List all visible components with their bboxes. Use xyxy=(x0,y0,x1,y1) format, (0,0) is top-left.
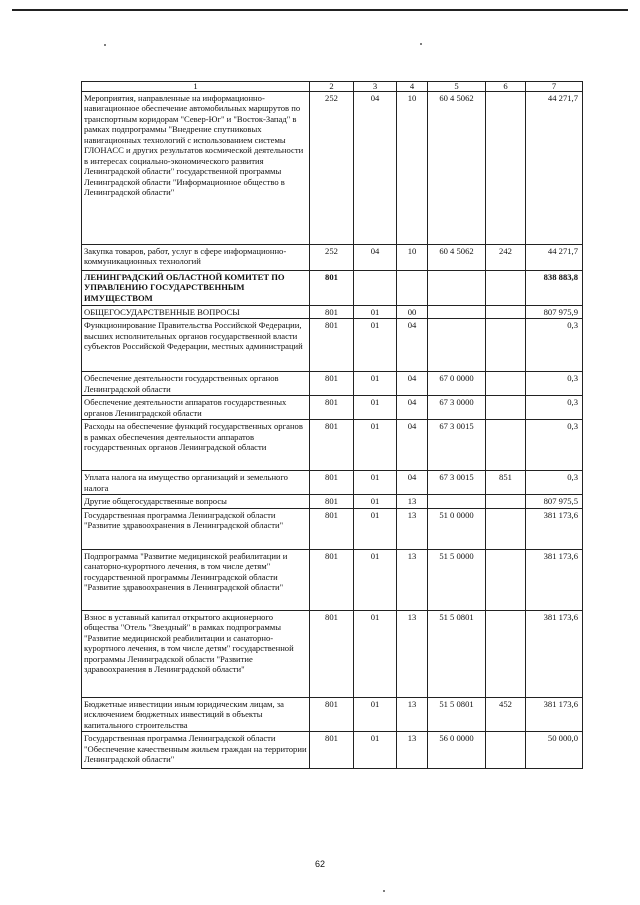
cell-expense-type: 452 xyxy=(486,697,526,731)
cell-expense-type xyxy=(486,372,526,396)
cell-section-code: 01 xyxy=(354,420,397,471)
cell-subsection-code: 10 xyxy=(397,92,428,245)
table-row xyxy=(82,549,583,610)
row-name: Уплата налога на имущество организаций и земельного налога xyxy=(82,471,310,495)
cell-subsection-code: 04 xyxy=(397,319,428,372)
table-row xyxy=(82,396,583,420)
cell-amount: 0,3 xyxy=(526,420,583,471)
cell-target-code: 51 0 0000 xyxy=(428,508,486,549)
table-row xyxy=(82,372,583,396)
cell-ministry-code: 801 xyxy=(310,697,354,731)
header-row xyxy=(82,82,583,92)
cell-expense-type xyxy=(486,319,526,372)
cell-amount: 44 271,7 xyxy=(526,92,583,245)
row-name: Взнос в уставный капитал открытого акционерного общества "Отель "Звездный" в рамках подпрограммы "Развитие медицинской реабилитации и санаторно-курортного лечения, в том числе детям" государственной программы Ленинградской области "Развитие здравоохранения в Ленинградской области" xyxy=(82,610,310,697)
cell-ministry-code: 801 xyxy=(310,732,354,769)
row-name: Бюджетные инвестиции иным юридическим лицам, за исключением бюджетных инвестиций в объекты капитального строительства xyxy=(82,697,310,731)
table-row xyxy=(82,610,583,697)
cell-expense-type xyxy=(486,610,526,697)
column-header: 3 xyxy=(354,82,397,92)
scan-speck xyxy=(420,43,422,45)
cell-expense-type xyxy=(486,508,526,549)
cell-amount: 44 271,7 xyxy=(526,245,583,271)
cell-subsection-code: 13 xyxy=(397,495,428,508)
cell-expense-type xyxy=(486,396,526,420)
cell-subsection-code: 13 xyxy=(397,508,428,549)
cell-expense-type xyxy=(486,732,526,769)
cell-section-code: 01 xyxy=(354,508,397,549)
top-rule xyxy=(12,9,628,11)
cell-target-code: 67 3 0000 xyxy=(428,396,486,420)
cell-section-code: 01 xyxy=(354,372,397,396)
row-name: Расходы на обеспечение функций государственных органов в рамках обеспечения деятельности аппаратов государственных органов Ленинградской области xyxy=(82,420,310,471)
column-header: 6 xyxy=(486,82,526,92)
cell-ministry-code: 801 xyxy=(310,319,354,372)
cell-target-code: 51 5 0801 xyxy=(428,610,486,697)
cell-amount: 0,3 xyxy=(526,319,583,372)
row-name: Обеспечение деятельности государственных органов Ленинградской области xyxy=(82,372,310,396)
table-row xyxy=(82,471,583,495)
cell-section-code: 01 xyxy=(354,549,397,610)
table-row xyxy=(82,245,583,271)
cell-amount: 0,3 xyxy=(526,471,583,495)
cell-expense-type xyxy=(486,495,526,508)
cell-target-code: 67 0 0000 xyxy=(428,372,486,396)
row-name: Функционирование Правительства Российской Федерации, высших исполнительных органов государственной власти субъектов Российской Федерации, местных администраций xyxy=(82,319,310,372)
cell-ministry-code: 801 xyxy=(310,549,354,610)
row-name: ЛЕНИНГРАДСКИЙ ОБЛАСТНОЙ КОМИТЕТ ПО УПРАВЛЕНИЮ ГОСУДАРСТВЕННЫМ ИМУЩЕСТВОМ xyxy=(82,271,310,306)
cell-expense-type xyxy=(486,420,526,471)
row-name: Закупка товаров, работ, услуг в сфере информационно-коммуникационных технологий xyxy=(82,245,310,271)
cell-subsection-code: 13 xyxy=(397,732,428,769)
cell-section-code: 01 xyxy=(354,471,397,495)
row-name: Обеспечение деятельности аппаратов государственных органов Ленинградской области xyxy=(82,396,310,420)
table-row xyxy=(82,306,583,319)
cell-expense-type xyxy=(486,92,526,245)
table-row xyxy=(82,697,583,731)
cell-section-code: 01 xyxy=(354,697,397,731)
row-name: Другие общегосударственные вопросы xyxy=(82,495,310,508)
cell-ministry-code: 801 xyxy=(310,372,354,396)
cell-section-code: 01 xyxy=(354,319,397,372)
table-row xyxy=(82,508,583,549)
cell-ministry-code: 801 xyxy=(310,471,354,495)
cell-subsection-code: 04 xyxy=(397,372,428,396)
table-row xyxy=(82,420,583,471)
table-row xyxy=(82,319,583,372)
cell-subsection-code xyxy=(397,271,428,306)
cell-target-code: 60 4 5062 xyxy=(428,245,486,271)
column-header: 2 xyxy=(310,82,354,92)
cell-subsection-code: 00 xyxy=(397,306,428,319)
cell-section-code: 04 xyxy=(354,245,397,271)
cell-subsection-code: 04 xyxy=(397,420,428,471)
cell-subsection-code: 13 xyxy=(397,610,428,697)
cell-amount: 0,3 xyxy=(526,372,583,396)
cell-ministry-code: 801 xyxy=(310,306,354,319)
cell-ministry-code: 801 xyxy=(310,495,354,508)
cell-subsection-code: 04 xyxy=(397,471,428,495)
column-header: 1 xyxy=(82,82,310,92)
cell-target-code: 51 5 0801 xyxy=(428,697,486,731)
cell-amount: 381 173,6 xyxy=(526,610,583,697)
table-row xyxy=(82,271,583,306)
column-header: 4 xyxy=(397,82,428,92)
cell-amount: 838 883,8 xyxy=(526,271,583,306)
cell-expense-type: 242 xyxy=(486,245,526,271)
cell-section-code: 04 xyxy=(354,92,397,245)
row-name: Государственная программа Ленинградской области "Обеспечение качественным жильем граждан на территории Ленинградской области" xyxy=(82,732,310,769)
cell-ministry-code: 801 xyxy=(310,508,354,549)
cell-subsection-code: 13 xyxy=(397,697,428,731)
cell-target-code xyxy=(428,271,486,306)
cell-section-code: 01 xyxy=(354,732,397,769)
row-name: Мероприятия, направленные на информационно-навигационное обеспечение автомобильных маршрутов по транспортным коридорам "Север-Юг" и "Восток-Запад" в рамках подпрограммы "Внедрение спутниковых навигационных технологий с использованием системы ГЛОНАСС и других результатов космической деятельности в интересах социально-экономического развития Ленинградской области" государственной программы Ленинградской области "Информационное общество в Ленинградской области" xyxy=(82,92,310,245)
cell-ministry-code: 252 xyxy=(310,245,354,271)
cell-ministry-code: 252 xyxy=(310,92,354,245)
budget-table xyxy=(81,81,583,769)
page-number: 62 xyxy=(314,859,325,869)
row-name: Государственная программа Ленинградской области "Развитие здравоохранения в Ленинградской области" xyxy=(82,508,310,549)
column-header: 7 xyxy=(526,82,583,92)
cell-target-code: 67 3 0015 xyxy=(428,471,486,495)
cell-amount: 807 975,9 xyxy=(526,306,583,319)
cell-target-code: 51 5 0000 xyxy=(428,549,486,610)
cell-section-code: 01 xyxy=(354,396,397,420)
cell-expense-type: 851 xyxy=(486,471,526,495)
cell-subsection-code: 04 xyxy=(397,396,428,420)
cell-target-code: 60 4 5062 xyxy=(428,92,486,245)
cell-subsection-code: 13 xyxy=(397,549,428,610)
cell-section-code: 01 xyxy=(354,306,397,319)
cell-target-code xyxy=(428,319,486,372)
row-name: ОБЩЕГОСУДАРСТВЕННЫЕ ВОПРОСЫ xyxy=(82,306,310,319)
cell-target-code: 67 3 0015 xyxy=(428,420,486,471)
scan-speck xyxy=(104,44,106,46)
table-row xyxy=(82,495,583,508)
cell-amount: 0,3 xyxy=(526,396,583,420)
cell-amount: 381 173,6 xyxy=(526,549,583,610)
cell-ministry-code: 801 xyxy=(310,610,354,697)
cell-ministry-code: 801 xyxy=(310,396,354,420)
table-row xyxy=(82,732,583,769)
cell-amount: 807 975,5 xyxy=(526,495,583,508)
cell-expense-type xyxy=(486,306,526,319)
cell-ministry-code: 801 xyxy=(310,420,354,471)
cell-amount: 381 173,6 xyxy=(526,697,583,731)
cell-expense-type xyxy=(486,549,526,610)
cell-target-code: 56 0 0000 xyxy=(428,732,486,769)
cell-target-code xyxy=(428,306,486,319)
cell-section-code: 01 xyxy=(354,495,397,508)
scan-speck xyxy=(383,890,385,892)
table-body xyxy=(82,82,583,769)
cell-section-code: 01 xyxy=(354,610,397,697)
cell-amount: 50 000,0 xyxy=(526,732,583,769)
cell-section-code xyxy=(354,271,397,306)
cell-ministry-code: 801 xyxy=(310,271,354,306)
cell-amount: 381 173,6 xyxy=(526,508,583,549)
row-name: Подпрограмма "Развитие медицинской реабилитации и санаторно-курортного лечения, в том числе детям" государственной программы Ленинградской области "Развитие здравоохранения в Ленинградской области" xyxy=(82,549,310,610)
column-header: 5 xyxy=(428,82,486,92)
table-row xyxy=(82,92,583,245)
cell-target-code xyxy=(428,495,486,508)
cell-subsection-code: 10 xyxy=(397,245,428,271)
cell-expense-type xyxy=(486,271,526,306)
